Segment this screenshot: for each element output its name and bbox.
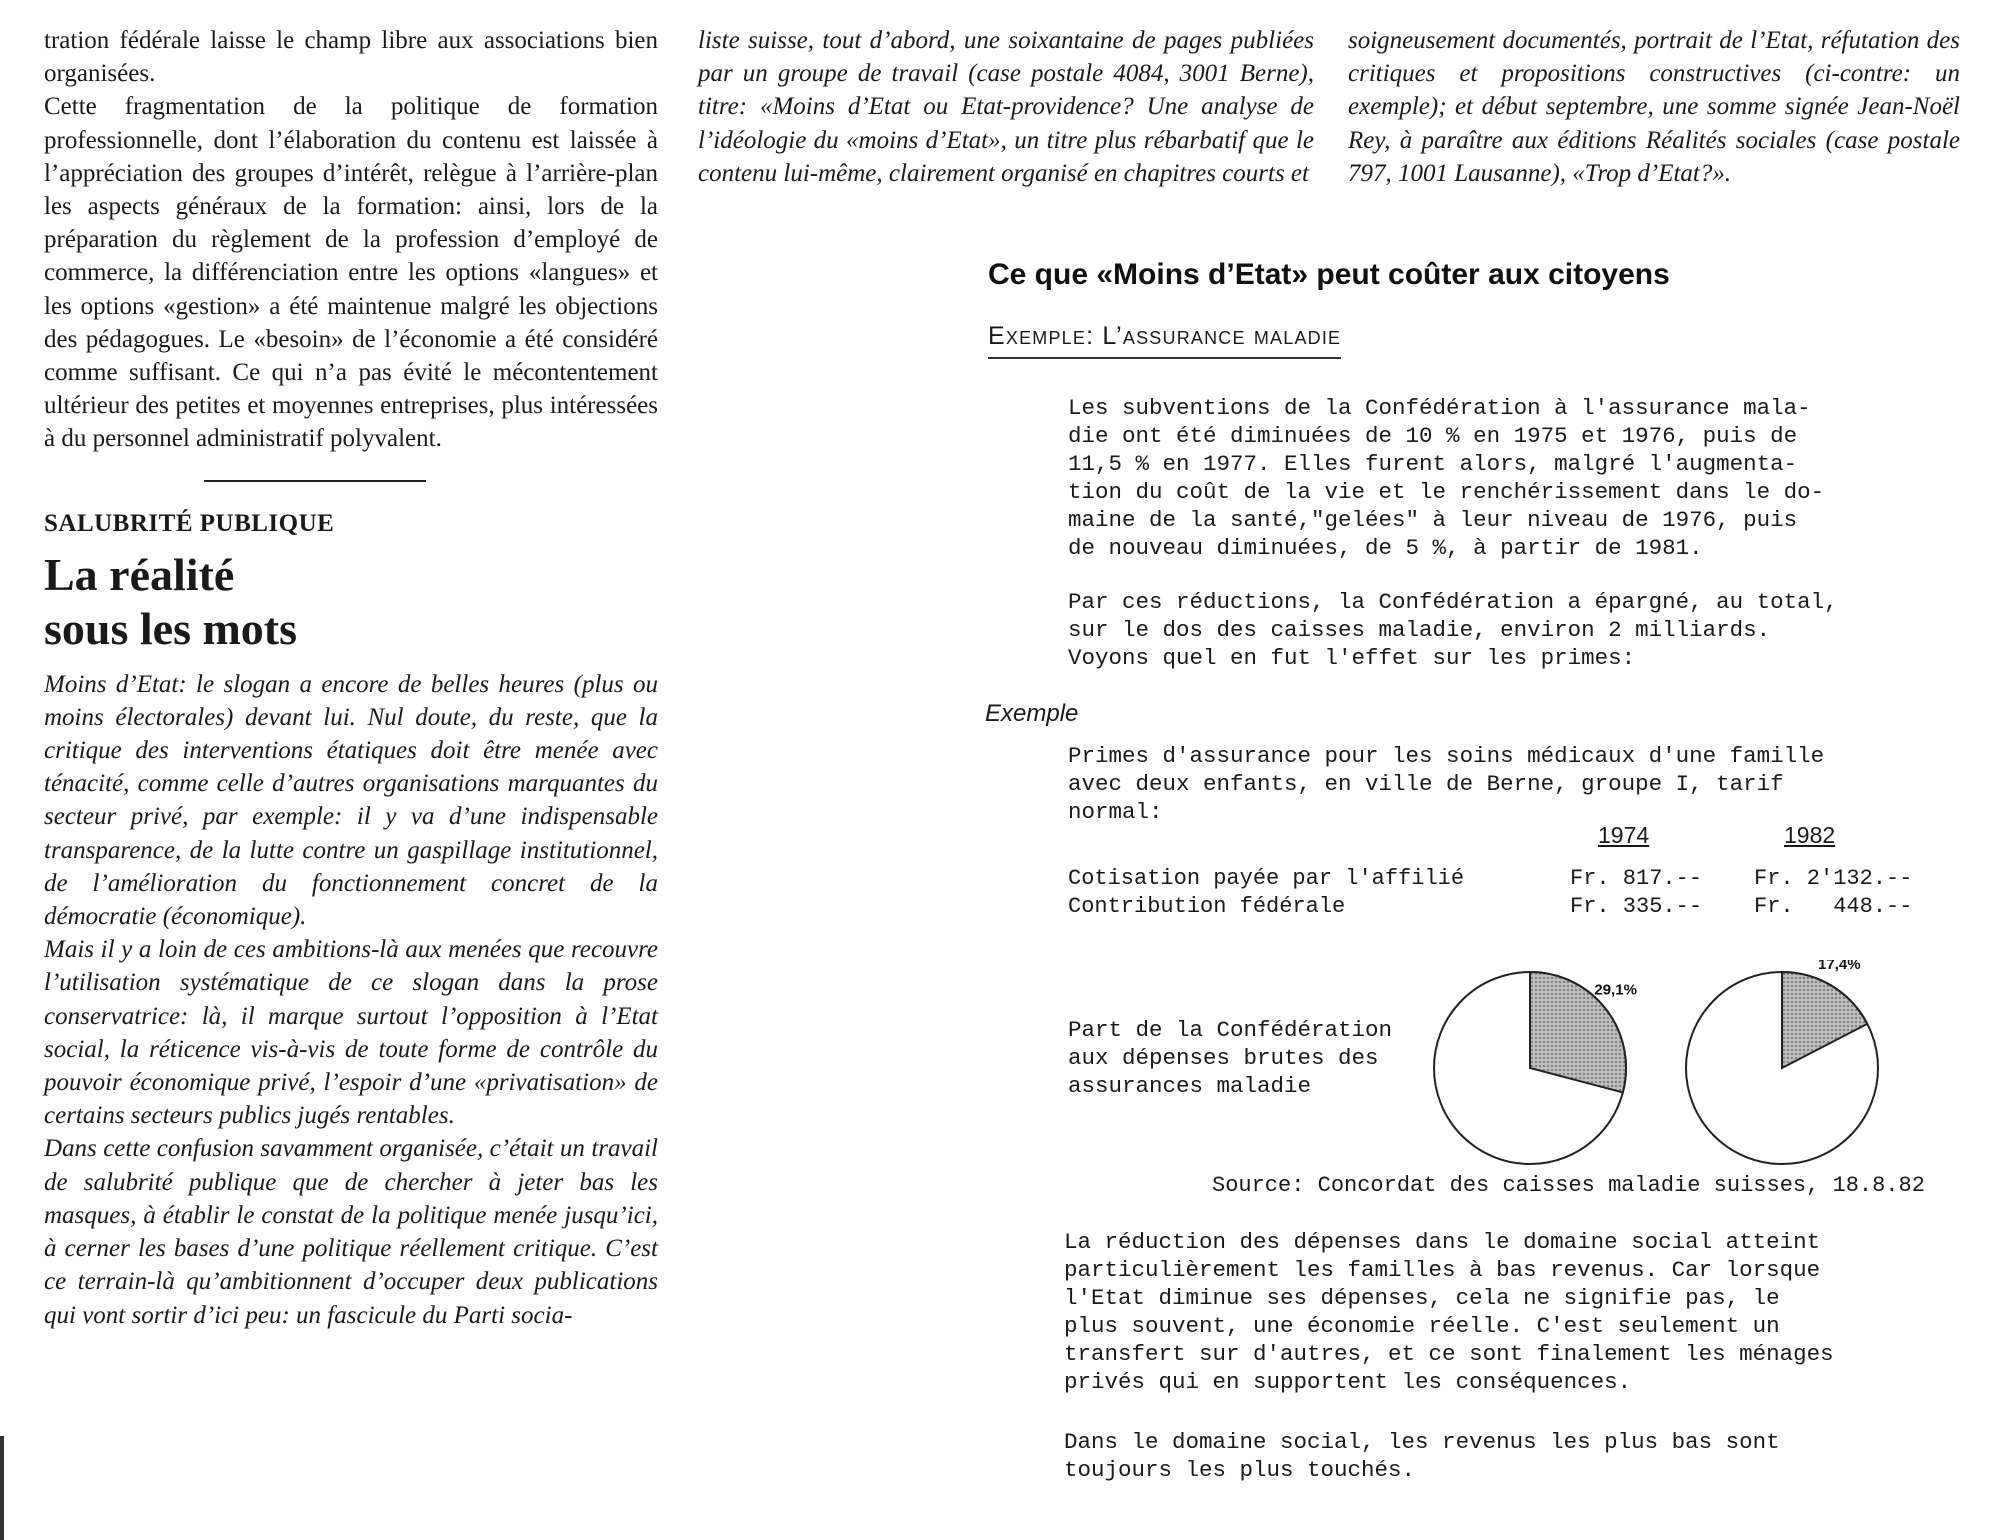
- headline-line-2: sous les mots: [44, 602, 298, 654]
- paragraph-column-3: soigneusement documentés, portrait de l’Etat, réfutation des critiques et propositions constructives (ci-contre: un exemple); et début septembre, une somme signée Jean-Noël Rey, à paraître aux éditions Réalités sociales (case postale 797, 1001 Lausanne), «Trop d’Etat?».: [1348, 27, 1960, 187]
- pie-caption: Part de la Confédération aux dépenses brutes des assurances maladie: [1068, 1017, 1393, 1099]
- lede-paragraph-1: Moins d’Etat: le slogan a encore de belles heures (plus ou moins électorales) devant lui. Nul doute, du reste, que la critique des interventions étatiques doit être menée avec ténacité, comme celle d’autres organisations marquantes du secteur privé, par exemple: il y va d’une indispensable transparence, de la lutte contre un gaspillage institutionnel, de l’amélioration du fonctionnement concret de la démocratie (économique).: [44, 670, 658, 931]
- box-paragraph-subventions: Les subventions de la Confédération à l'assurance mala- die ont été diminuées de 10 % en 1975 et 1976, puis de 11,5 % en 1977. Elles furent alors, malgré l'augmenta- tion du coût de la vie et le renchérissement dans le do- maine de la santé,"gelées" à leur niveau de 1976, puis de nouveau diminuées, de 5 %, à partir de 1981.: [1068, 395, 1825, 561]
- box-subtitle: Exemple: L’assurance maladie: [988, 322, 1341, 359]
- box-paragraph-reduction-effect: La réduction des dépenses dans le domaine social atteint particulièrement les familles à bas revenus. Car lorsque l'Etat diminue ses dépenses, cela ne signifie pas, le plus souvent, une économie réelle. C'est seulement un transfert sur d'autres, et ce sont finalement les ménages privés qui en supportent les conséquences.: [1064, 1229, 1834, 1395]
- paragraph-fragmentation: Cette fragmentation de la politique de formation professionnelle, dont l’élaboration du contenu est laissée à l’appréciation des groupes d’intérêt, relègue à l’arrière-plan les aspects généraux de la formation: ainsi, lors de la préparation du règlement de la profession d’employé de commerce, la différenciation entre les options «langues» et les options «gestion» a été maintenue malgré les objections des pédagogues. Le «besoin» de l’économie a été considéré comme suffisant. Ce qui n’a pas évité le mécontentement ultérieur des petites et moyennes entreprises, plus intéressées à du personnel administratif polyvalent.: [44, 93, 658, 453]
- section-divider: [204, 480, 426, 482]
- box-title: Ce que «Moins d’Etat» peut coûter aux citoyens: [988, 258, 1670, 291]
- lede-paragraph-3: Dans cette confusion savamment organisée, c’était un travail de salubrité publique que de chercher à jeter bas les masques, à établir le constat de la politique menée jusqu’ici, à cerner les bases d’une politique réellement critique. C’est ce terrain-là qu’ambitionnent d’occuper deux publications qui vont sortir d’ici peu: un fascicule du Parti socia-: [44, 1135, 658, 1329]
- year-header-1974: 1974: [1598, 822, 1650, 848]
- column-3: [1348, 24, 1960, 190]
- paragraph-column-2: liste suisse, tout d’abord, une soixantaine de pages publiées par un groupe de travail (case postale 4084, 3001 Berne), titre: «Moins d’Etat ou Etat-providence? Une analyse de l’idéologie du «moins d’Etat», un titre plus rébarbatif que le contenu lui-même, clairement organisé en chapitres courts et: [698, 27, 1314, 187]
- row-contribution-1974: Fr. 335.--: [1570, 894, 1703, 919]
- year-header-1982: 1982: [1784, 822, 1836, 848]
- chart-source: Source: Concordat des caisses maladie suisses, 18.8.82: [1212, 1173, 1925, 1198]
- headline-line-1: La réalité: [44, 548, 235, 600]
- box-paragraph-conclusion: Dans le domaine social, les revenus les plus bas sont toujours les plus touchés.: [1064, 1429, 1780, 1483]
- row-cotisation-1974: Fr. 817.--: [1570, 866, 1703, 891]
- column-2: [698, 24, 1314, 190]
- pie-label-1974: 29,1%: [1594, 981, 1637, 999]
- article-headline: [44, 548, 658, 656]
- lede-paragraph-2: Mais il y a loin de ces ambitions-là aux menées que recouvre l’utilisation systématique de ce slogan dans la prose conservatrice: là, il marque surtout l’opposition à l’Etat social, la réticence vis-à-vis de toute forme de contrôle du pouvoir économique privé, l’espoir d’une «privatisation» de certains secteurs publics jugés rentables.: [44, 936, 658, 1130]
- example-label: Exemple: [985, 700, 1079, 727]
- article-lede: [44, 668, 658, 1332]
- column-1: [44, 24, 658, 1332]
- row-contribution-label: Contribution fédérale: [1068, 894, 1346, 919]
- box-paragraph-reductions: Par ces réductions, la Confédération a épargné, au total, sur le dos des caisses maladie, environ 2 milliards. Voyons quel en fut l'effet sur les primes:: [1068, 589, 1838, 671]
- row-cotisation-1982: Fr. 2'132.--: [1754, 866, 1913, 891]
- page-edge-mark: [0, 1436, 4, 1540]
- pie-charts: [1430, 960, 1970, 1170]
- paragraph-intro: tration fédérale laisse le champ libre aux associations bien organisées.: [44, 27, 658, 88]
- pie-label-1982: 17,4%: [1818, 960, 1861, 974]
- row-contribution-1982: Fr. 448.--: [1754, 894, 1913, 919]
- row-cotisation-label: Cotisation payée par l'affilié: [1068, 866, 1465, 891]
- box-paragraph-primes: Primes d'assurance pour les soins médicaux d'une famille avec deux enfants, en ville de Berne, groupe I, tarif normal:: [1068, 743, 1825, 825]
- section-kicker: SALUBRITÉ PUBLIQUE: [44, 509, 335, 537]
